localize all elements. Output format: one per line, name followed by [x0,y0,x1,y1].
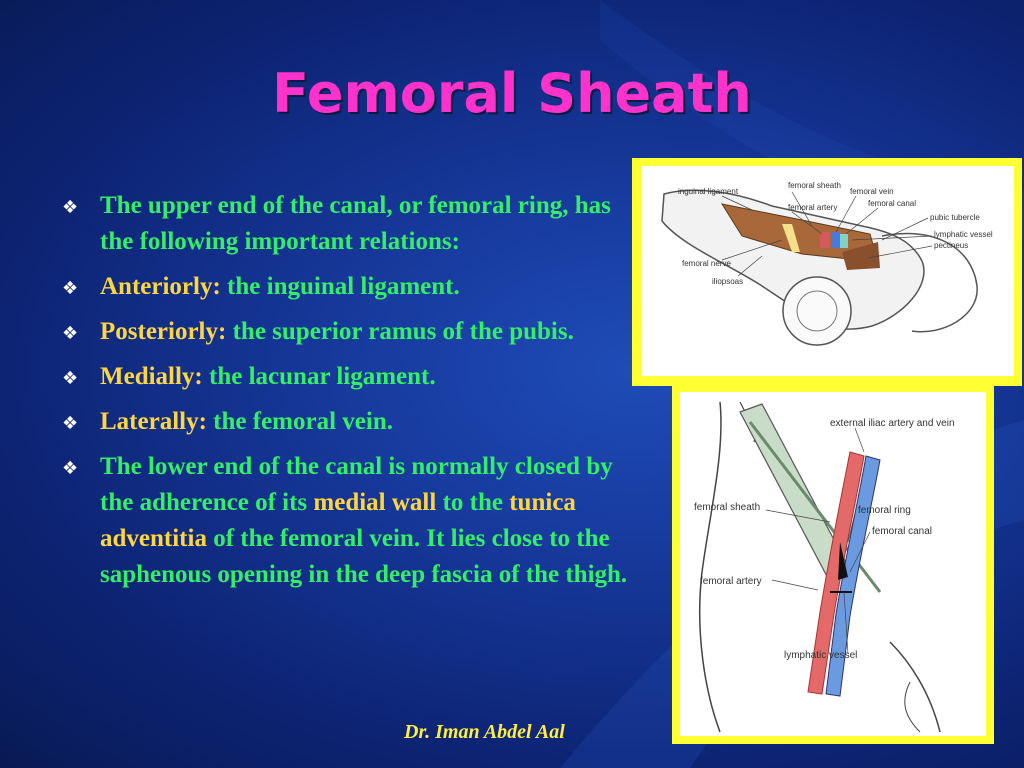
femoral-canal-shape [840,234,848,248]
bullet-label: Medially: [100,363,203,390]
bullet-item [62,188,632,260]
bullet-text: the femoral vein. [206,408,393,435]
label-femoral-canal: femoral canal [868,199,917,208]
bullet-label: Posteriorly: [100,318,227,345]
bullet-item [62,269,632,305]
slide-title: Femoral Sheath [272,62,752,125]
bullet-item [62,449,632,593]
label-lymphatic-vessel: lymphatic vessel [784,650,858,661]
bullet-text: The lower end of the canal is normally closed by the adherence of its [100,453,613,516]
diamond-bullet-icon: ❖ [62,458,79,479]
bullet-list [62,188,632,602]
bullet-item [62,314,632,350]
label-femoral-sheath: femoral sheath [694,502,761,513]
bullet-text: the inguinal ligament. [220,273,460,300]
diamond-bullet-icon: ❖ [62,323,79,344]
label-iliopsoas: iliopsoas [712,277,744,286]
diamond-bullet-icon: ❖ [62,197,79,218]
femoral-ring-diagram [642,166,1014,376]
bullet-text: the superior ramus of the pubis. [226,318,574,345]
bottom-anatomy-figure [680,392,986,736]
thigh-outline-left [700,402,721,732]
diamond-bullet-icon: ❖ [62,278,79,299]
label-lymphatic-vessel: lymphatic vessel [934,230,993,239]
fascia-line [905,682,920,732]
label-femoral-artery: femoral artery [788,203,838,212]
label-femoral-ring: femoral ring [858,505,911,516]
label-femoral-canal: femoral canal [872,526,933,537]
acetabulum-outline [783,277,851,345]
label-pubic-tubercle: pubic tubercle [930,213,980,222]
label-femoral-artery: femoral artery [700,576,762,587]
bullet-item [62,404,632,440]
label-external-iliac: external iliac artery and vein [830,418,955,429]
top-anatomy-figure [642,166,1014,376]
label-femoral-sheath: femoral sheath [788,181,841,190]
femoral-artery-shape [820,232,830,248]
author-credit: Dr. Iman Abdel Aal [404,721,565,743]
highlight-term: medial wall [313,489,437,516]
bullet-label: Anteriorly: [100,273,221,300]
highlight-term: tunica adventitia [100,489,576,552]
bullet-item [62,359,632,395]
label-femoral-vein: femoral vein [850,187,894,196]
bullet-label: Laterally: [100,408,207,435]
label-pectineus: pectineus [934,241,969,250]
bullet-text: The upper end of the canal, or femoral ring, has the following important relations: [100,192,611,255]
bullet-text: of the femoral vein. It lies close to the saphenous opening in the deep fascia of the thigh. [100,525,628,588]
femoral-vein-shape [831,232,839,248]
bullet-text: the lacunar ligament. [202,363,436,390]
label-femoral-nerve: femoral nerve [682,259,731,268]
label-inguinal-ligament: inguinal ligament [678,187,739,196]
femoral-sheath-diagram [680,392,986,736]
bullet-text: to the [436,489,510,516]
thigh-outline-right [890,642,940,732]
diamond-bullet-icon: ❖ [62,368,79,389]
diamond-bullet-icon: ❖ [62,413,79,434]
